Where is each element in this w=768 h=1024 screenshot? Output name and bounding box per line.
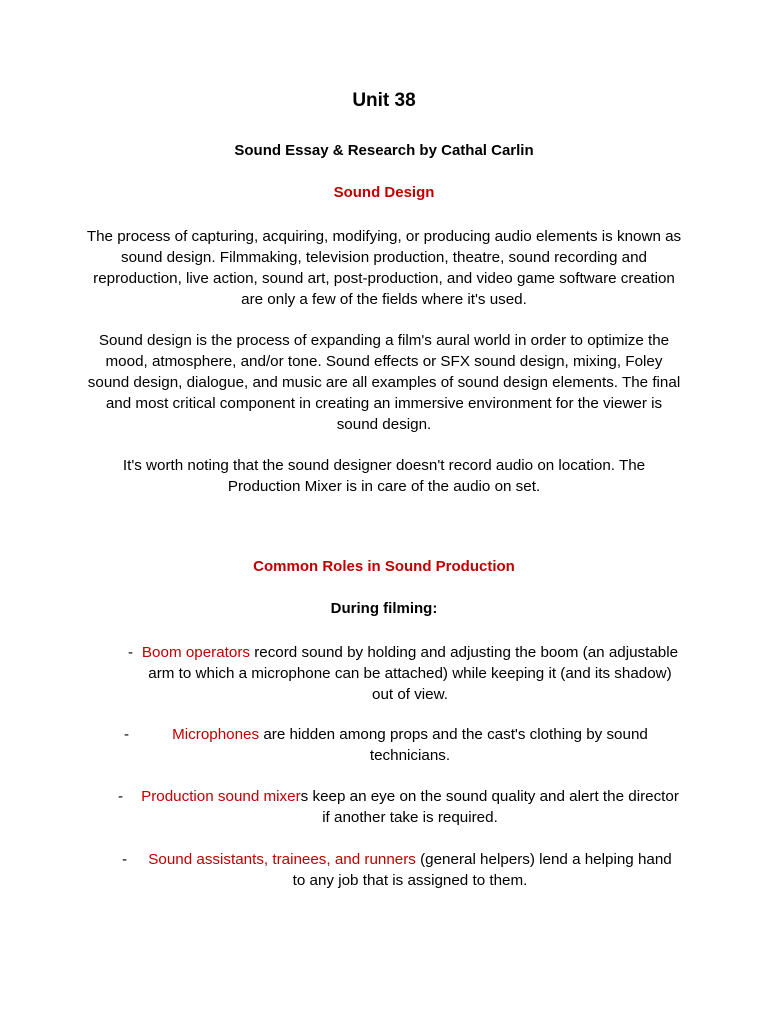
list-item <box>100 642 700 708</box>
bullet-highlight: Boom operators <box>141 644 250 661</box>
bullet-text <box>140 849 680 891</box>
bullet-highlight: Sound assistants, trainees, and runners <box>148 851 416 868</box>
section-heading-common-roles: Common Roles in Sound Production <box>253 558 515 575</box>
paragraph-3: It's worth noting that the sound designer doesn't record audio on location. The Production Mixer is in care of the audio on set. <box>122 457 646 495</box>
document-title: Unit 38 <box>352 90 416 111</box>
bullet-rest: record sound by holding and adjusting the boom (an adjustable arm to which a microphone can be attached) while keeping it (and its shadow) out of view. <box>148 644 679 703</box>
list-item <box>100 786 700 830</box>
bullet-highlight: Microphones <box>172 726 260 743</box>
list-item <box>100 849 700 893</box>
bullet-highlight: Production sound mixer <box>141 788 301 805</box>
bullet-text <box>140 724 680 766</box>
bullet-rest: are hidden among props and the cast's clothing by sound technicians. <box>259 726 648 764</box>
bullet-dash: - <box>124 726 130 743</box>
bullet-dash: - <box>122 851 128 868</box>
subheading-during-filming: During filming: <box>330 600 438 617</box>
paragraph-2: Sound design is the process of expanding a film's aural world in order to optimize the mood, atmosphere, and/or tone. Sound effects or SFX sound design, mixing, Foley sound design, dialogue, and music are all examples of sound design elements. The final and most critical component in creating an immersive environment for the viewer is sound design. <box>87 332 681 433</box>
section-heading-sound-design: Sound Design <box>333 184 435 201</box>
bullet-dash: - <box>128 644 134 661</box>
bullet-text <box>140 786 680 828</box>
list-item <box>100 724 700 768</box>
bullet-rest: (general helpers) lend a helping hand to any job that is assigned to them. <box>292 851 672 889</box>
paragraph-1: The process of capturing, acquiring, modifying, or producing audio elements is known as sound design. Filmmaking, television production, theatre, sound recording and reproduction, live action, sound art, post-production, and video game software creation are only a few of the fields where it's used. <box>86 228 682 308</box>
bullet-dash: - <box>118 788 124 805</box>
document-subtitle: Sound Essay & Research by Cathal Carlin <box>234 142 534 159</box>
bullet-rest: s keep an eye on the sound quality and alert the director if another take is required. <box>300 788 679 826</box>
bullet-text <box>140 642 680 705</box>
